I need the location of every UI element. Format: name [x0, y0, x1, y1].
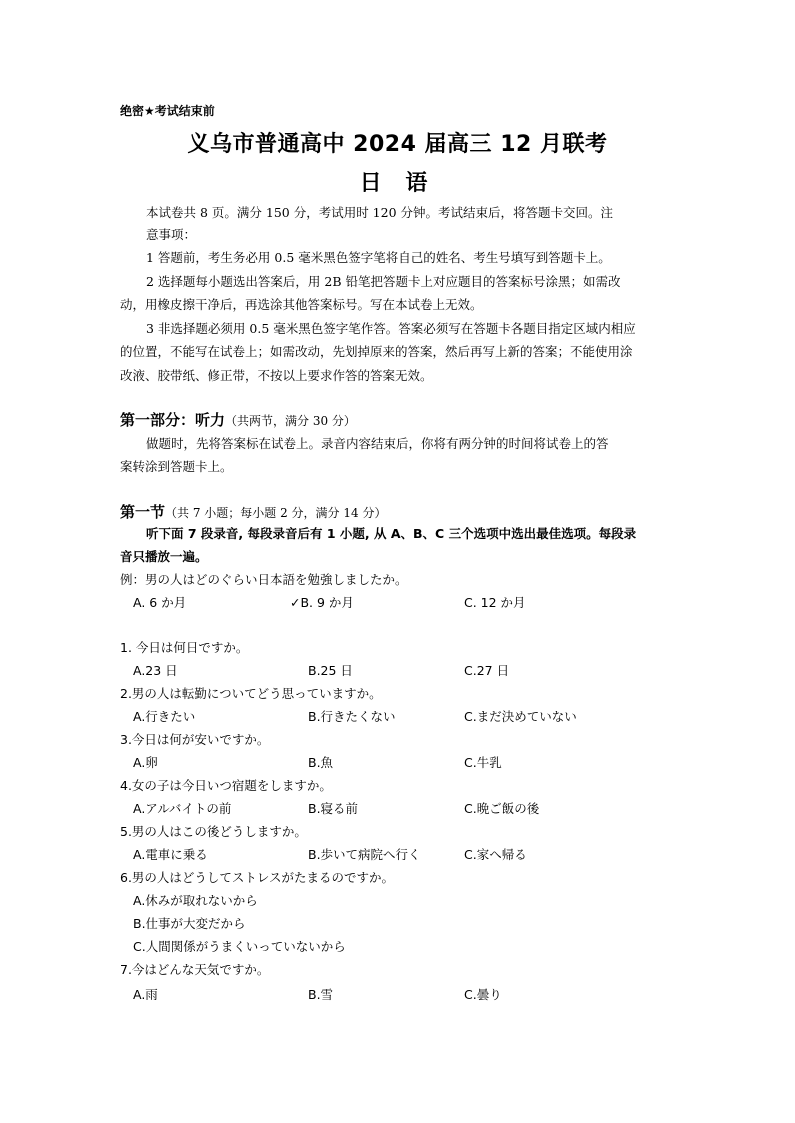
q2-option-b: B.行きたくない: [308, 709, 396, 724]
intro-item-3-line-3: 改液、胶带纸、修正带，不按以上要求作答的答案无效。: [120, 368, 433, 383]
section1-heading: [120, 501, 386, 522]
section1-instruction-line-2: 音只播放一遍。: [120, 549, 208, 564]
q6-option-c: C.人間関係がうまくいっていないから: [133, 939, 346, 954]
question-7: 7.今はどんな天気ですか。: [120, 962, 270, 977]
q1-option-a: A.23 日: [133, 663, 178, 678]
q7-option-a: A.雨: [133, 987, 158, 1002]
intro-item-3-line-2: 的位置，不能写在试卷上；如需改动，先划掉原来的答案，然后再写上新的答案；不能使用涂: [120, 344, 633, 359]
q6-option-a: A.休みが取れないから: [133, 893, 258, 908]
q2-option-c: C.まだ決めていない: [464, 709, 577, 724]
intro-line-1: 本试卷共 8 页。满分 150 分，考试用时 120 分钟。考试结束后，将答题卡交回。注: [146, 205, 614, 220]
question-6: 6.男の人はどうしてストレスがたまるのですか。: [120, 870, 395, 885]
q1-option-c: C.27 日: [464, 663, 510, 678]
top-secret-label: 绝密★考试结束前: [120, 104, 215, 118]
q5-option-c: C.家へ帰る: [464, 847, 527, 862]
part1-desc-line-2: 案转涂到答题卡上。: [120, 459, 233, 474]
intro-item-2-line-2: 动，用橡皮擦干净后，再选涂其他答案标号。写在本试卷上无效。: [120, 297, 483, 312]
q3-option-a: A.卵: [133, 755, 158, 770]
example-option-c: C. 12 か月: [464, 595, 526, 610]
section1-title: 第一节: [120, 503, 166, 521]
subject-title: 日 语: [359, 171, 436, 196]
intro-item-3-line-1: 3 非选择题必须用 0.5 毫米黑色签字笔作答。答案必须写在答题卡各题目指定区域内相应: [146, 321, 636, 336]
question-1: 1. 今日は何日ですか。: [120, 640, 249, 655]
q7-option-c: C.曇り: [464, 987, 502, 1002]
part1-title: 第一部分：听力: [120, 411, 226, 429]
question-4: 4.女の子は今日いつ宿題をしますか。: [120, 778, 332, 793]
intro-item-1: 1 答题前，考生务必用 0.5 毫米黑色签字笔将自己的姓名、考生号填写到答题卡上。: [146, 250, 611, 265]
question-2: 2.男の人は転勤についてどう思っていますか。: [120, 686, 382, 701]
intro-item-2-line-1: 2 选择题每小题选出答案后，用 2B 铅笔把答题卡上对应题目的答案标号涂黑；如需改: [146, 274, 621, 289]
part1-note: （共两节，满分 30 分）: [225, 414, 356, 428]
q1-option-b: B.25 日: [308, 663, 353, 678]
part1-heading: [120, 409, 356, 430]
example-question: 例：男の人はどのぐらい日本語を勉強しましたか。: [120, 572, 408, 587]
section1-instruction-line-1: 听下面 7 段录音, 每段录音后有 1 小题, 从 A、B、C 三个选项中选出最佳选项。每段录: [146, 526, 637, 541]
section1-note: （共 7 小题；每小题 2 分，满分 14 分）: [165, 506, 387, 520]
intro-line-2: 意事项：: [146, 227, 197, 242]
q5-option-b: B.歩いて病院へ行く: [308, 847, 421, 862]
q6-option-b: B.仕事が大変だから: [133, 916, 246, 931]
q3-option-b: B.魚: [308, 755, 334, 770]
question-5: 5.男の人はこの後どうしますか。: [120, 824, 307, 839]
q2-option-a: A.行きたい: [133, 709, 196, 724]
q4-option-b: B.寝る前: [308, 801, 359, 816]
q4-option-c: C.晩ご飯の後: [464, 801, 540, 816]
question-3: 3.今日は何が安いですか。: [120, 732, 270, 747]
q3-option-c: C.牛乳: [464, 755, 502, 770]
example-option-a: A. 6 か月: [133, 595, 187, 610]
q5-option-a: A.電車に乗る: [133, 847, 208, 862]
exam-title: 义乌市普通高中 2024 届高三 12 月联考: [187, 132, 608, 157]
q4-option-a: A.アルバイトの前: [133, 801, 232, 816]
part1-desc-line-1: 做题时，先将答案标在试卷上。录音内容结束后，你将有两分钟的时间将试卷上的答: [146, 436, 609, 451]
q7-option-b: B.雪: [308, 987, 334, 1002]
example-option-b: ✓B. 9 か月: [290, 595, 354, 610]
